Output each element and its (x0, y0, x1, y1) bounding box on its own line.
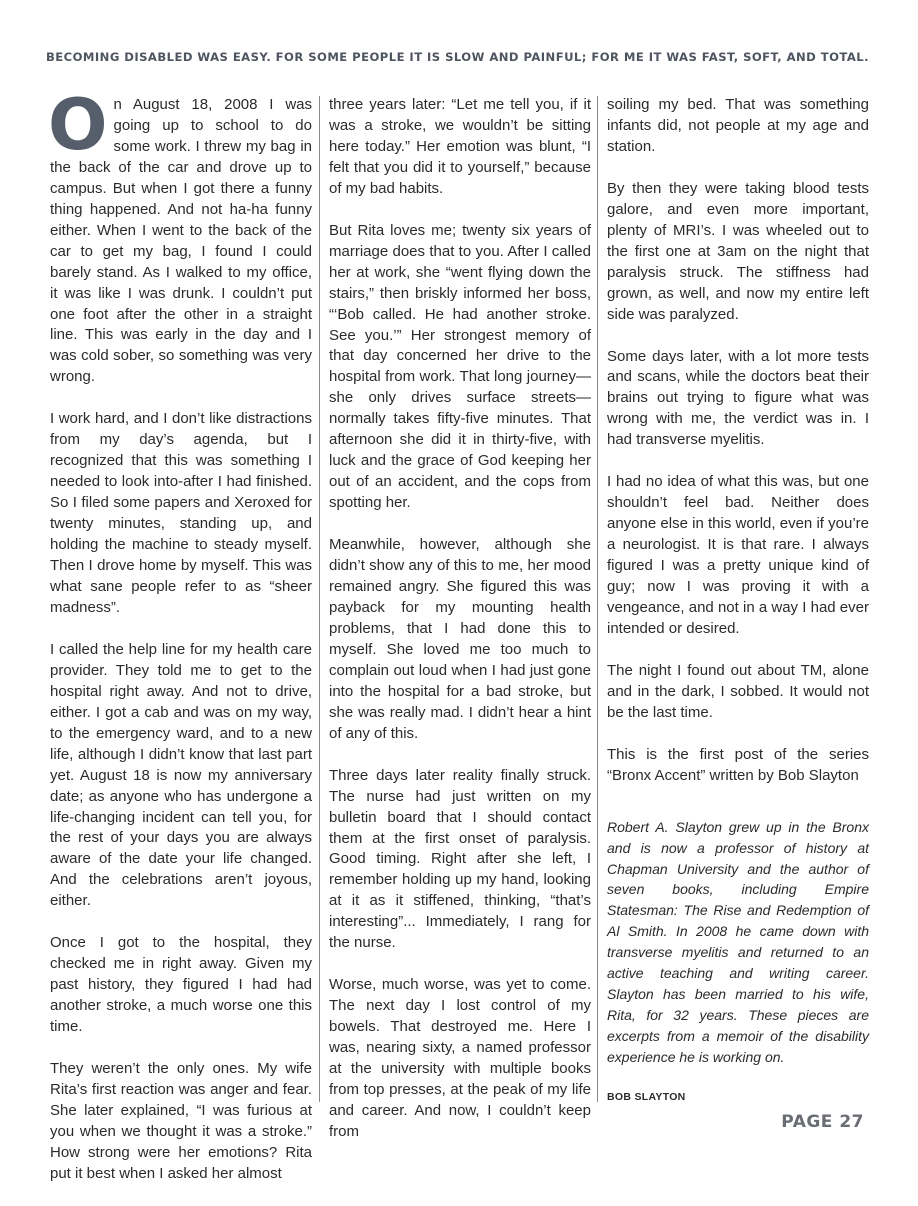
article-column-3 (607, 95, 869, 1129)
paragraph: But Rita loves me; twenty six years of marriage does that to you. After I called her at work, she “went flying down the stairs,” then briskly informed her boss, “‘Bob called. He had another stroke. See you.’” Her strongest memory of that day concerned her drive to the hospital from work. That long journey—she only drives surface streets—normally takes fifty-five minutes. That afternoon she did it in thirty-five, with luck and the grace of God keeping her out of an accident, and the cops from spotting her. (329, 221, 591, 512)
paragraph: Some days later, with a lot more tests and scans, while the doctors beat their brains out trying to figure what was wrong with me, the verdict was in. I had transverse myelitis. (607, 347, 869, 449)
article-column-1 (48, 84, 312, 1206)
paragraph: I called the help line for my health care provider. They told me to get to the hospital right away. And not to drive, either. I got a cab and was on my way, to the emergency ward, and to a new life, although I didn’t know that last part yet. August 18 is now my anniversary date; as anyone who has undergone a life-changing incident can tell you, for the rest of your days you are always aware of the date your life changed. And the celebrations aren’t joyous, either. (50, 640, 312, 910)
paragraph: I work hard, and I don’t like distractions from my day’s agenda, but I recognized that this was something I needed to look into-after I had finished. So I filed some papers and Xeroxed for twenty minutes, standing up, and holding the machine to steady myself. Then I drove home by myself. This was what sane people refer to as “sheer madness”. (50, 410, 312, 616)
paragraph: Three days later reality finally struck. The nurse had just written on my bulletin board that I should contact them at the first onset of paralysis. Good timing. Right after she left, I remember holding up my hand, looking at it as it stiffened, thinking, “that’s interesting”... Immediately, I rang for the nurse. (329, 766, 591, 952)
paragraph: Meanwhile, however, although she didn’t show any of this to me, her mood remained angry. She figured this was payback for my mounting health problems, that I had done this to myself. She loved me too much to complain out loud when I had just gone into the hospital for a bad stroke, but she was really mad. I didn’t hear a hint of any of this. (329, 536, 591, 742)
column-divider (597, 96, 598, 1102)
page-number: PAGE 27 (781, 1112, 864, 1132)
author-bio: Robert A. Slayton grew up in the Bronx and is now a professor of history at Chapman University and the author of seven books, including Empire Statesman: The Rise and Redemption of Al Smith. In 2008 he came down with transverse myelitis and returned to an active teaching and writing career. Slayton has been married to his wife, Rita, for 32 years. These pieces are excerpts from a memoir of the disability experience he is working on. (607, 818, 869, 1065)
article-headline: BECOMING DISABLED WAS EASY. FOR SOME PEOPLE IT IS SLOW AND PAINFUL; FOR ME IT WAS FAST, SOFT, AND TOTAL. (46, 50, 869, 64)
paragraph: soiling my bed. That was something infants did, not people at my age and station. (607, 96, 869, 155)
paragraph: I had no idea of what this was, but one shouldn’t feel bad. Neither does anyone else in this world, even if you’re a neurologist. It is that rare. I always figured I was a pretty unique kind of guy; now I was proving it with a vengeance, and not in a way I had ever intended or desired. (607, 473, 869, 637)
paragraph: The night I found out about TM, alone and in the dark, I sobbed. It would not be the last time. (607, 661, 869, 721)
paragraph: This is the first post of the series “Bronx Accent” written by Bob Slayton (607, 745, 869, 784)
paragraph: Once I got to the hospital, they checked me in right away. Given my past history, they figured I had had another stroke, a much worse one this time. (50, 934, 312, 1036)
column-divider (319, 96, 320, 1102)
paragraph: On August 18, 2008 I was going up to school to do some work. I threw my bag in the back of the car and drove up to campus. But when I got there a funny thing happened. And not ha-ha funny either. When I went to the back of the car to get my bag, I found I could barely stand. As I walked to my office, it was like I was drunk. I couldn’t put one foot after the other in a straight line. This was early in the day and I was cold sober, so something was very wrong. (48, 84, 312, 386)
paragraph: By then they were taking blood tests galore, and even more important, plenty of MRI’s. I was wheeled out to the first one at 3am on the night that paralysis struck. The stiffness had grown, as well, and now my entire left side was paralyzed. (607, 179, 869, 323)
paragraph: Worse, much worse, was yet to come. The next day I lost control of my bowels. That destroyed me. Here I was, nearing sixty, a named professor at the university with multiple books from top presses, at the peak of my life and career. And now, I couldn’t keep from (329, 976, 591, 1140)
article-column-2 (329, 95, 591, 1164)
drop-cap: O (48, 84, 108, 166)
author-byline: BOB SLAYTON (607, 1090, 686, 1103)
paragraph: three years later: “Let me tell you, if it was a stroke, we wouldn’t be sitting here today.” Her emotion was blunt, “I felt that you did it to yourself,” because of my bad habits. (329, 96, 591, 197)
paragraph: They weren’t the only ones. My wife Rita’s first reaction was anger and fear. She later explained, “I was furious at you when we thought it was a stroke.” How strong were her emotions? Rita put it best when I asked her almost (50, 1060, 312, 1182)
